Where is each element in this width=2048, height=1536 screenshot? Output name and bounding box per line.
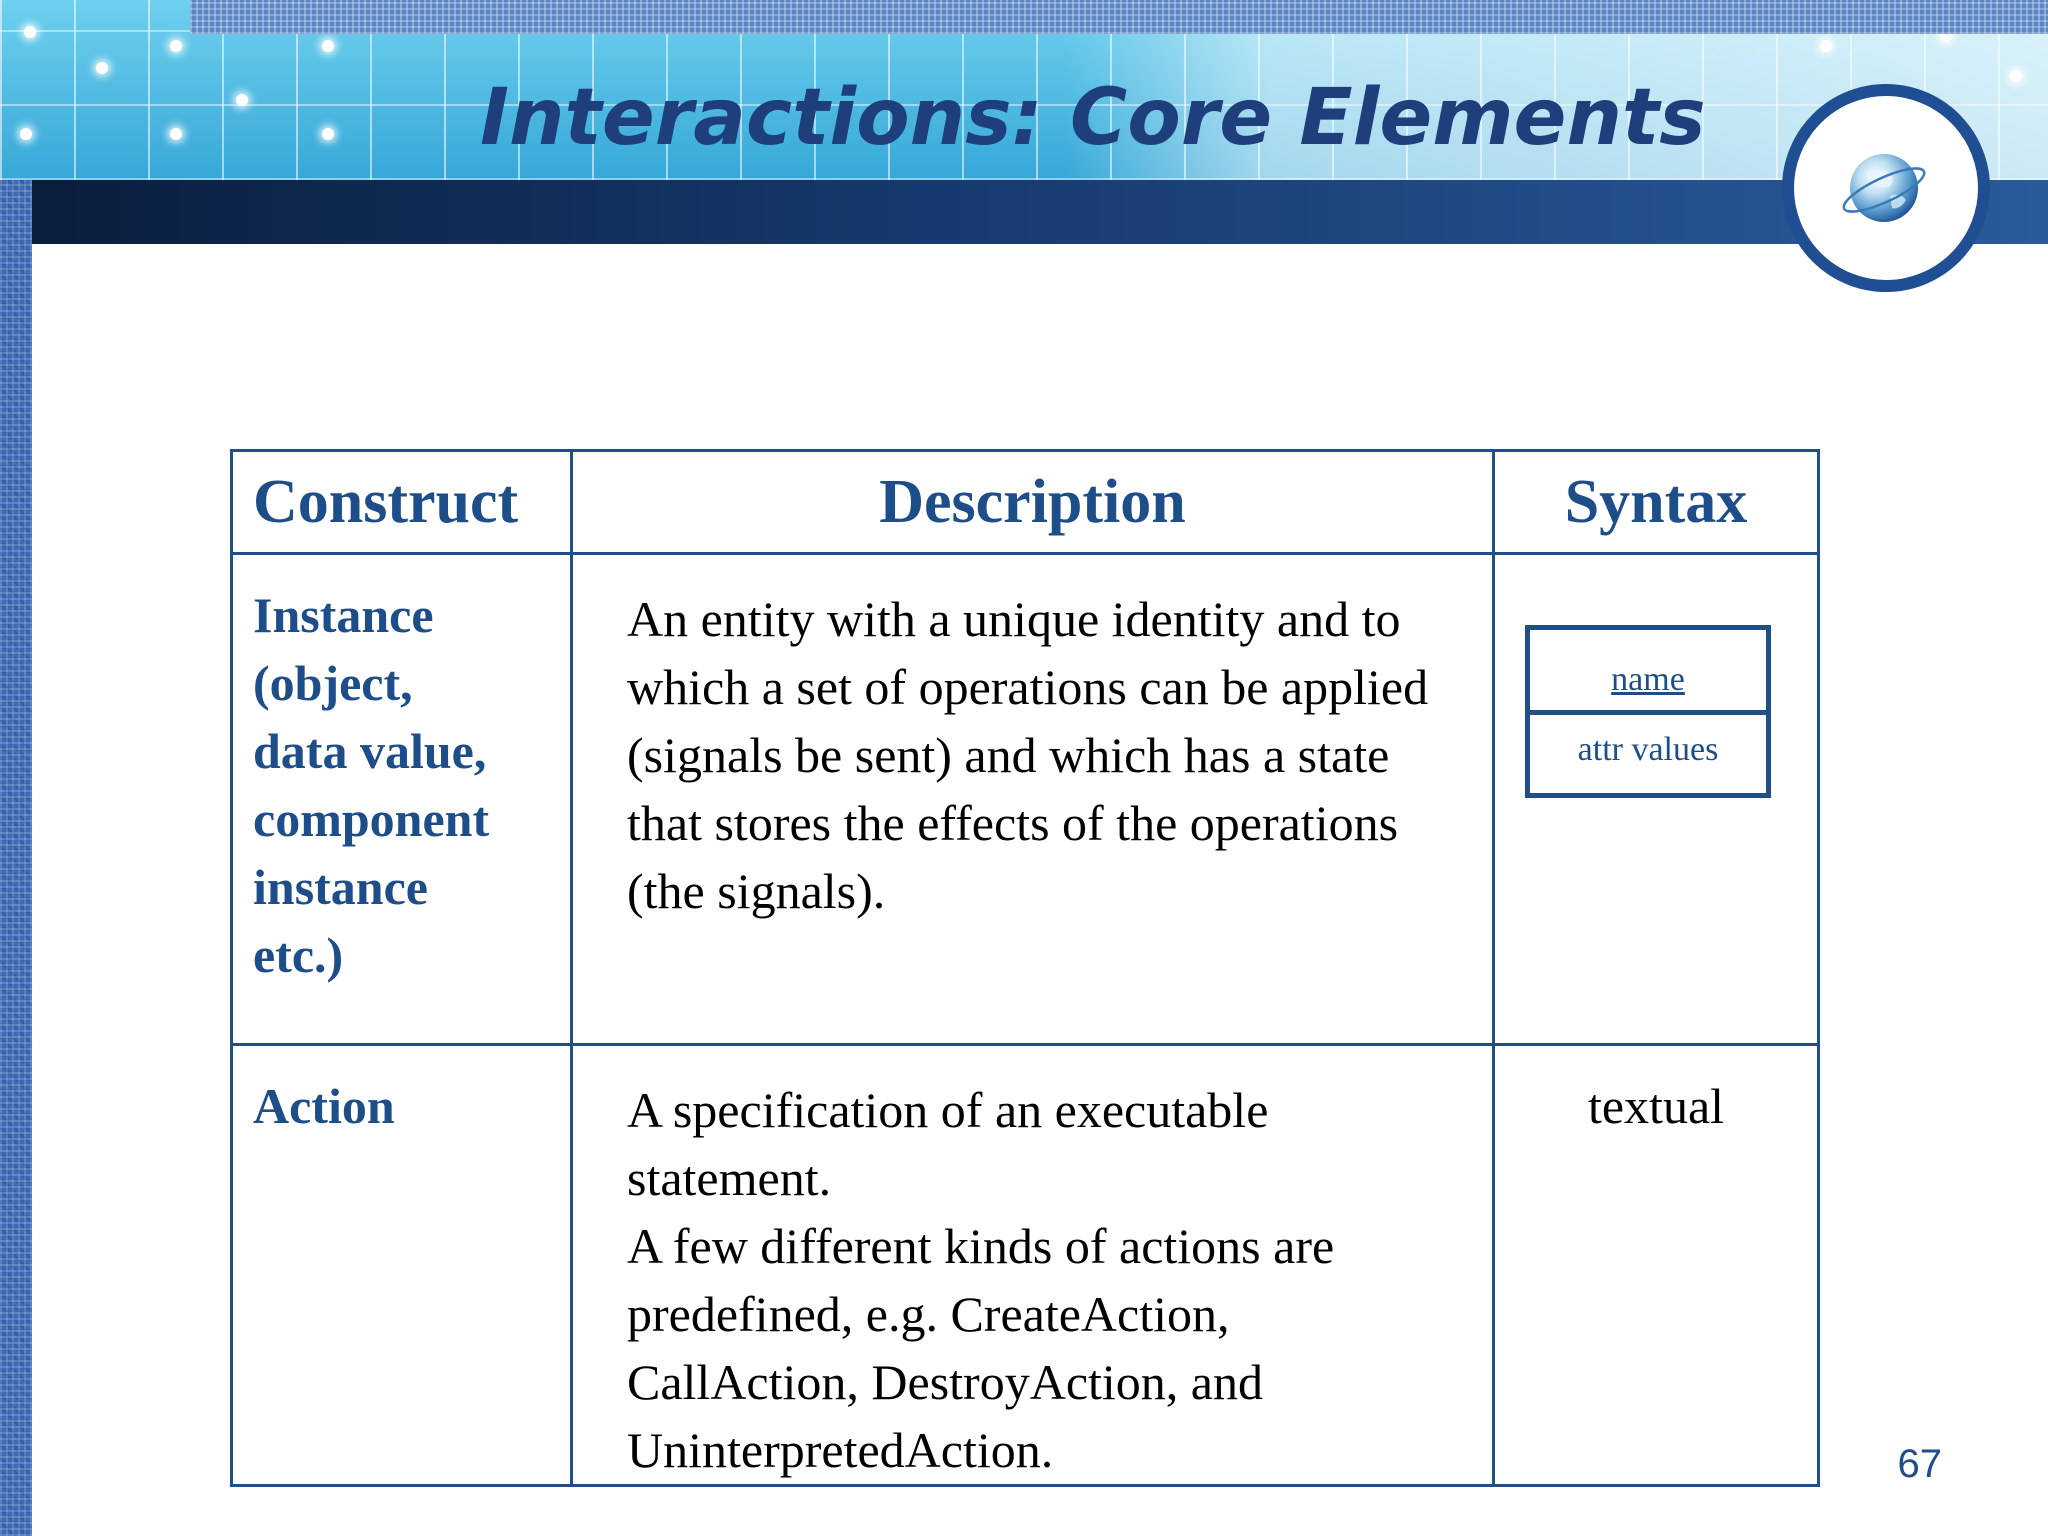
object-name-label: name <box>1530 630 1766 715</box>
glow-dot <box>236 94 248 106</box>
object-notation-box <box>1525 625 1771 798</box>
description-text: An entity with a unique identity and to which a set of operations can be applied (signals be sent) and which has a state that stores the effects of the operations (the signals). <box>627 591 1429 919</box>
header-description: Description <box>572 451 1494 554</box>
table-row-action <box>232 1045 1819 1486</box>
syntax-cell <box>1494 554 1819 1045</box>
header-syntax: Syntax <box>1494 451 1819 554</box>
construct-cell <box>232 1045 572 1486</box>
constructs-table <box>230 449 1820 1487</box>
construct-line: instance <box>253 859 428 915</box>
construct-line: data value, <box>253 723 487 779</box>
description-cell <box>572 554 1494 1045</box>
glow-dot <box>322 128 334 140</box>
object-attr-values-label: attr values <box>1577 731 1719 768</box>
glow-dot <box>322 40 334 52</box>
glow-dot <box>20 128 32 140</box>
construct-cell <box>232 554 572 1045</box>
header-dark-bar <box>32 180 2048 244</box>
syntax-text: textual <box>1587 1078 1725 1134</box>
construct-line: Action <box>253 1078 395 1134</box>
description-text: A specification of an executable statement. <box>627 1082 1269 1206</box>
glow-dot <box>96 62 108 74</box>
description-text: A few different kinds of actions are predefined, e.g. CreateAction, CallAction, DestroyAction, and UninterpretedAction. <box>627 1218 1335 1478</box>
construct-line: (object, <box>253 655 413 711</box>
table-row-instance <box>232 554 1819 1045</box>
glow-dot <box>1820 40 1832 52</box>
table-header-row <box>232 451 1819 554</box>
syntax-cell <box>1494 1045 1819 1486</box>
construct-line: component <box>253 791 490 847</box>
construct-line: Instance <box>253 587 434 643</box>
page-number: 67 <box>1897 1442 1942 1486</box>
glow-dot <box>170 40 182 52</box>
globe-icon <box>1840 144 1928 232</box>
header-construct: Construct <box>232 451 572 554</box>
construct-line: etc.) <box>253 927 344 983</box>
glow-dot <box>170 128 182 140</box>
description-cell <box>572 1045 1494 1486</box>
slide-title: Interactions: Core Elements <box>480 73 1706 163</box>
glow-dot <box>2010 70 2022 82</box>
glow-dot <box>24 26 36 38</box>
header-texture-strip <box>190 0 2048 34</box>
